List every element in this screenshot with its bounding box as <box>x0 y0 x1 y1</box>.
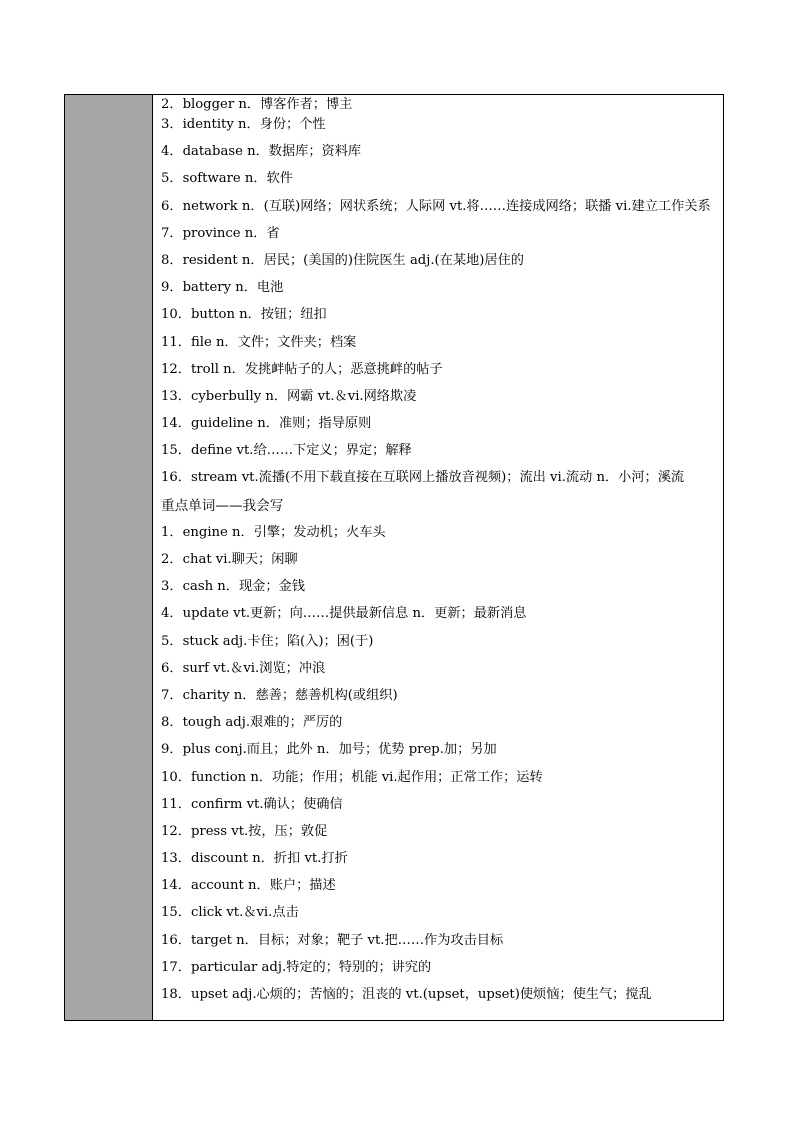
vocab-entry: 8．resident n．居民；(美国的)住院医生 adj.(在某地)居住的 <box>161 252 524 268</box>
vocab-entry: 4．database n．数据库；资料库 <box>161 144 362 160</box>
vocab-entry: 15．click vt.＆vi.点击 <box>161 905 299 921</box>
vocab-entry: 10．function n．功能；作用；机能 vi.起作用；正常工作；运转 <box>161 769 543 785</box>
vocab-entry: 1．engine n．引擎；发动机；火车头 <box>161 524 386 540</box>
vocab-entry: 12．troll n．发挑衅帖子的人；恶意挑衅的帖子 <box>161 361 443 377</box>
vocab-entry: 15．define vt.给……下定义；界定；解释 <box>161 443 412 459</box>
vocab-entry: 14．guideline n．准则；指导原则 <box>161 416 372 432</box>
vocab-entry: 13．discount n．折扣 vt.打折 <box>161 851 348 867</box>
vocab-entry: 2．blogger n．博客作者；博主 <box>161 97 353 112</box>
vocab-entry: 14．account n．账户；描述 <box>161 878 336 894</box>
vocab-entry: 16．stream vt.流播(不用下载直接在互联网上播放音视频)；流出 vi.流动 n．小河；溪流 <box>161 470 685 486</box>
vocab-entry: 11．confirm vt.确认；使确信 <box>161 796 343 812</box>
vocab-entry: 18．upset adj.心烦的；苦恼的；沮丧的 vt.(upset，upset)使烦恼；使生气；搅乱 <box>161 987 652 1002</box>
vocab-entry: 5．stuck adj.卡住；陷(入)；困(于) <box>161 633 374 649</box>
vocab-entry: 10．button n．按钮；纽扣 <box>161 307 327 323</box>
vocab-entry: 3．identity n．身份；个性 <box>161 117 326 132</box>
grey-side-column <box>65 95 153 1020</box>
vocab-entry: 13．cyberbully n．网霸 vt.＆vi.网络欺凌 <box>161 388 417 404</box>
vocab-entry: 7．charity n．慈善；慈善机构(或组织) <box>161 687 398 703</box>
section-heading: 重点单词——我会写 <box>161 497 284 514</box>
vocab-entry: 12．press vt.按，压；敦促 <box>161 823 328 839</box>
vocab-entry: 11．file n．文件；文件夹；档案 <box>161 334 357 350</box>
vocab-entry: 8．tough adj.艰难的；严厉的 <box>161 715 343 731</box>
vocab-entry: 6．network n．(互联)网络；网状系统；人际网 vt.将……连接成网络；联播 vi.建立工作关系 <box>161 198 711 214</box>
vocab-entry: 7．province n．省 <box>161 225 280 241</box>
vocab-entry: 17．particular adj.特定的；特别的；讲究的 <box>161 959 432 975</box>
vocab-entry: 16．target n．目标；对象；靶子 vt.把……作为攻击目标 <box>161 932 504 948</box>
vocab-entry: 3．cash n．现金；金钱 <box>161 579 305 595</box>
vocabulary-table <box>64 94 724 1021</box>
vocab-entry: 5．software n．软件 <box>161 171 293 187</box>
vocab-entry: 6．surf vt.＆vi.浏览；冲浪 <box>161 660 326 676</box>
vocabulary-list <box>153 95 723 1020</box>
vocab-entry: 9．plus conj.而且；此外 n．加号；优势 prep.加；另加 <box>161 742 497 758</box>
vocab-entry: 9．battery n．电池 <box>161 280 284 296</box>
vocab-entry: 2．chat vi.聊天；闲聊 <box>161 552 298 567</box>
vocab-entry: 4．update vt.更新；向……提供最新信息 n．更新；最新消息 <box>161 606 527 622</box>
